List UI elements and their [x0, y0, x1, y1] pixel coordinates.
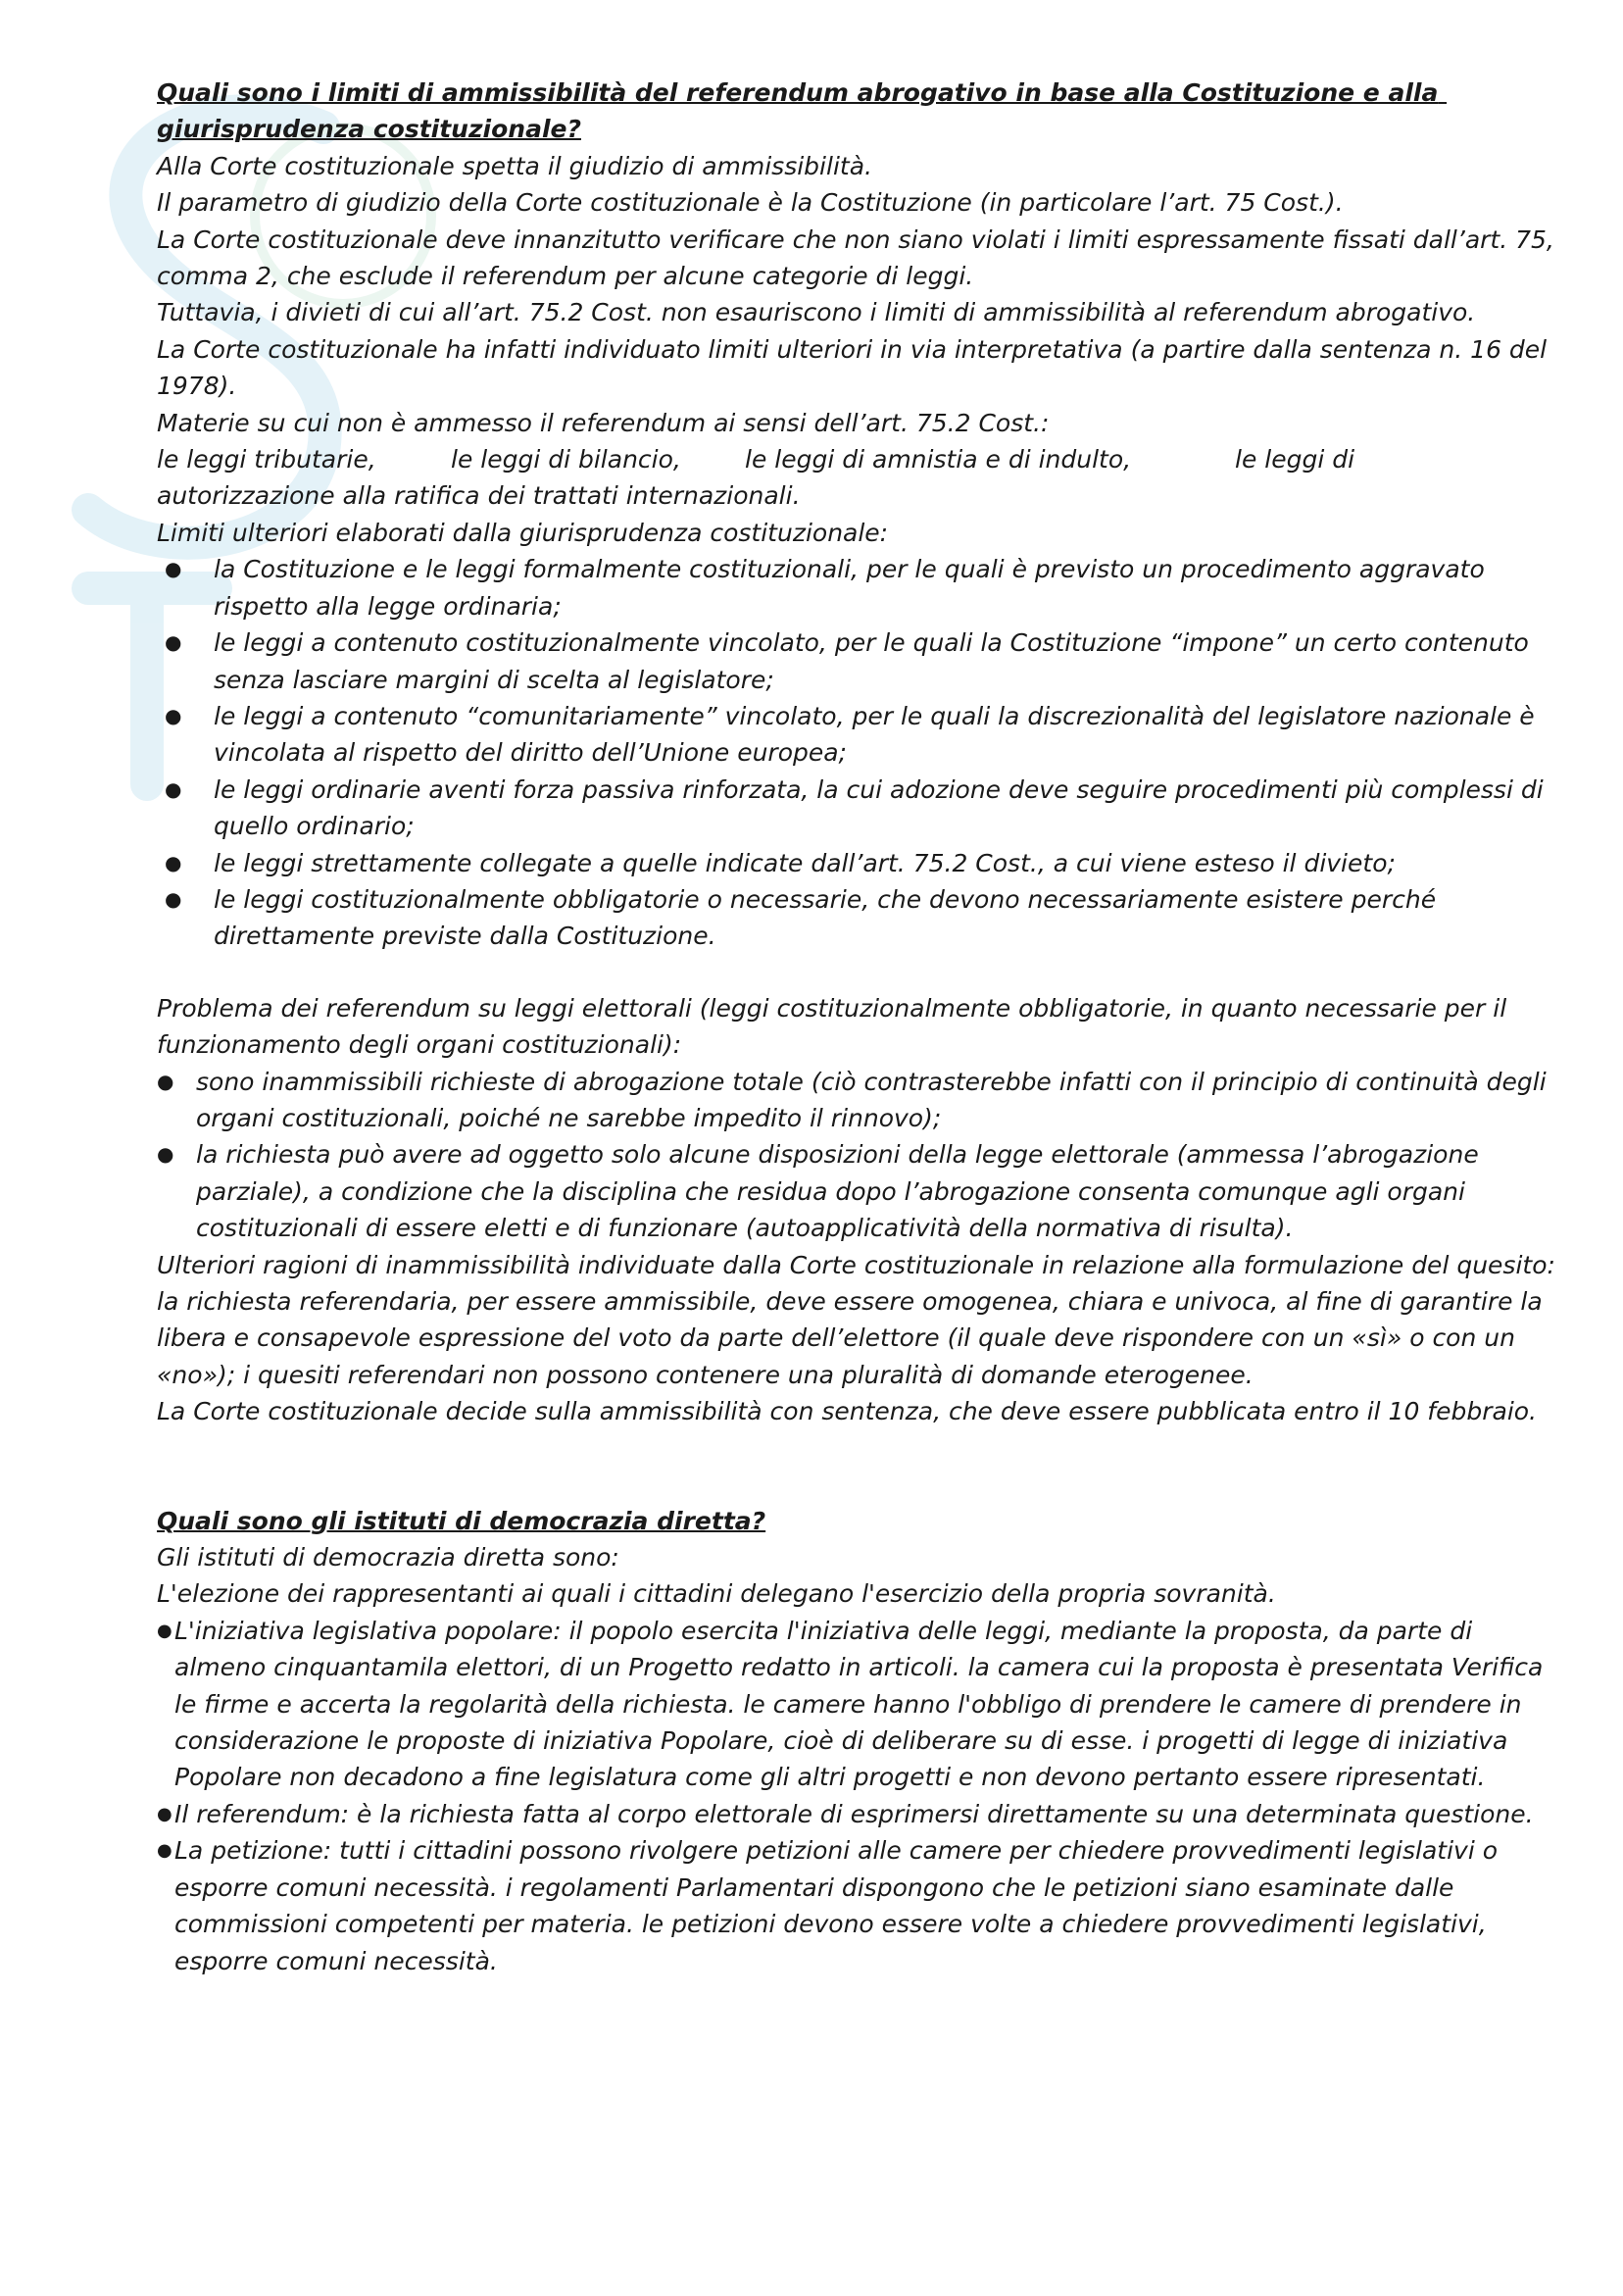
bullet-icon: ● — [157, 1069, 174, 1093]
paragraph: Ulteriori ragioni di inammissibilità individuate dalla Corte costituzionale in relazione alla formulazione del quesito: — [157, 1250, 1555, 1279]
list-item: ● le leggi a contenuto “comunitariamente” vincolato, per le quali la discrezionalità del legislatore nazionale è vincolata al rispetto del diritto dell’Unione europea; — [157, 698, 1568, 772]
question-heading: Quali sono gli istituti di democrazia diretta? — [157, 1506, 766, 1535]
list-item: ● La petizione: tutti i cittadini possono rivolgere petizioni alle camere per chiedere provvedimenti legislativi o esporre comuni necessità. i regolamenti Parlamentari dispongono che le petizioni siano esaminate dalle commissioni competenti per materia. le petizioni devono essere volte a chiedere provvedimenti legislativi, esporre comuni necessità. — [157, 1832, 1568, 1979]
bullet-icon: ● — [165, 850, 182, 874]
paragraph: Il parametro di giudizio della Corte costituzionale è la Costituzione (in particolare l’art. 75 Cost.). — [157, 188, 1344, 218]
paragraph: Materie su cui non è ammesso il referendum ai sensi dell’art. 75.2 Cost.: — [157, 408, 1050, 437]
paragraph: L'elezione dei rappresentanti ai quali i cittadini delegano l'esercizio della propria sovranità. — [157, 1579, 1276, 1609]
list-item: ● sono inammissibili richieste di abrogazione totale (ciò contrasterebbe infatti con il principio di continuità degli organi costituzionali, poiché ne sarebbe impedito il rinnovo); — [157, 1064, 1568, 1137]
bullet-icon: ● — [157, 1142, 174, 1167]
materia-item: le leggi di amnistia e di indulto, — [745, 445, 1132, 474]
bullet-icon: ● — [165, 776, 182, 801]
list-item: ● le leggi costituzionalmente obbligatorie o necessarie, che devono necessariamente esistere perché direttamente previste dalla Costituzione. — [157, 881, 1568, 955]
bullet-icon: ● — [157, 1840, 172, 1862]
list-item: ● le leggi a contenuto costituzionalmente vincolato, per le quali la Costituzione “impone” un certo contenuto senza lasciare margini di scelta al legislatore; — [157, 624, 1568, 698]
problema-list — [157, 1064, 1568, 1247]
list-item: ● Il referendum: è la richiesta fatta al corpo elettorale di esprimersi direttamente su una determinata questione. — [157, 1796, 1568, 1832]
paragraph: La Corte costituzionale ha infatti individuato limiti ulteriori in via interpretativa (a partire dalla sentenza n. 16 del 1978). — [157, 334, 1555, 401]
materia-item: le leggi di bilancio, — [451, 445, 681, 474]
materia-item: le leggi di — [1235, 445, 1355, 474]
list-item: ● la richiesta può avere ad oggetto solo alcune disposizioni della legge elettorale (ammessa l’abrogazione parziale), a condizione che la disciplina che residua dopo l’abrogazione consenta comunque agli organi costituzionali di essere eletti e di funzionare (autoapplicatività della normativa di risulta). — [157, 1136, 1568, 1246]
paragraph: la richiesta referendaria, per essere ammissibile, deve essere omogenea, chiara e univoca, al fine di garantire la libera e consapevole espressione del voto da parte dell’elettore (il quale deve rispondere con un «sì» o con un «no»); i quesiti referendari non possono contenere una pluralità di domande eterogenee. — [157, 1287, 1550, 1389]
document-body — [157, 75, 1568, 1979]
paragraph: Gli istituti di democrazia diretta sono: — [157, 1543, 619, 1572]
paragraph: Problema dei referendum su leggi elettorali (leggi costituzionalmente obbligatorie, in quanto necessarie per il funzionamento degli organi costituzionali): — [157, 993, 1515, 1060]
materia-item: le leggi tributarie, — [157, 445, 376, 474]
list-item: ● L'iniziativa legislativa popolare: il popolo esercita l'iniziativa delle leggi, mediante la proposta, da parte di almeno cinquantamila elettori, di un Progetto redatto in articoli. la camera cui la proposta è presentata Verifica le firme e accerta la regolarità della richiesta. le camere hanno l'obbligo di prendere le camere di prendere in considerazione le proposte di iniziativa Popolare, cioè di deliberare su di esse. i progetti di legge di iniziativa Popolare non decadono a fine legislatura come gli altri progetti e non devono pertanto essere ripresentati. — [157, 1613, 1568, 1796]
paragraph: La Corte costituzionale decide sulla ammissibilità con sentenza, che deve essere pubblicata entro il 10 febbraio. — [157, 1397, 1538, 1426]
bullet-icon: ● — [165, 630, 182, 655]
paragraph: Limiti ulteriori elaborati dalla giurisprudenza costituzionale: — [157, 518, 889, 547]
bullet-icon: ● — [157, 1620, 172, 1641]
list-item: ● le leggi strettamente collegate a quelle indicate dall’art. 75.2 Cost., a cui viene esteso il divieto; — [157, 845, 1568, 881]
limiti-list — [157, 551, 1568, 954]
bullet-icon: ● — [157, 1803, 172, 1824]
bullet-icon: ● — [165, 557, 182, 581]
paragraph: Tuttavia, i divieti di cui all’art. 75.2 Cost. non esauriscono i limiti di ammissibilità al referendum abrogativo. — [157, 298, 1476, 327]
paragraph: autorizzazione alla ratifica dei trattati internazionali. — [157, 481, 801, 511]
list-item: ● le leggi ordinarie aventi forza passiva rinforzata, la cui adozione deve seguire procedimenti più complessi di quello ordinario; — [157, 772, 1568, 845]
list-item: ● la Costituzione e le leggi formalmente costituzionali, per le quali è previsto un procedimento aggravato rispetto alla legge ordinaria; — [157, 551, 1568, 624]
paragraph: La Corte costituzionale deve innanzitutto verificare che non siano violati i limiti espressamente fissati dall’art. 75, comma 2, che esclude il referendum per alcune categorie di leggi. — [157, 225, 1562, 291]
istituti-list — [157, 1613, 1568, 1979]
paragraph: Alla Corte costituzionale spetta il giudizio di ammissibilità. — [157, 151, 872, 180]
bullet-icon: ● — [165, 703, 182, 727]
materie-row — [157, 441, 1568, 477]
bullet-icon: ● — [165, 886, 182, 911]
question-heading: Quali sono i limiti di ammissibilità del referendum abrogativo in base alla Costituzione e alla giurisprudenza costituzionale? — [157, 78, 1448, 144]
